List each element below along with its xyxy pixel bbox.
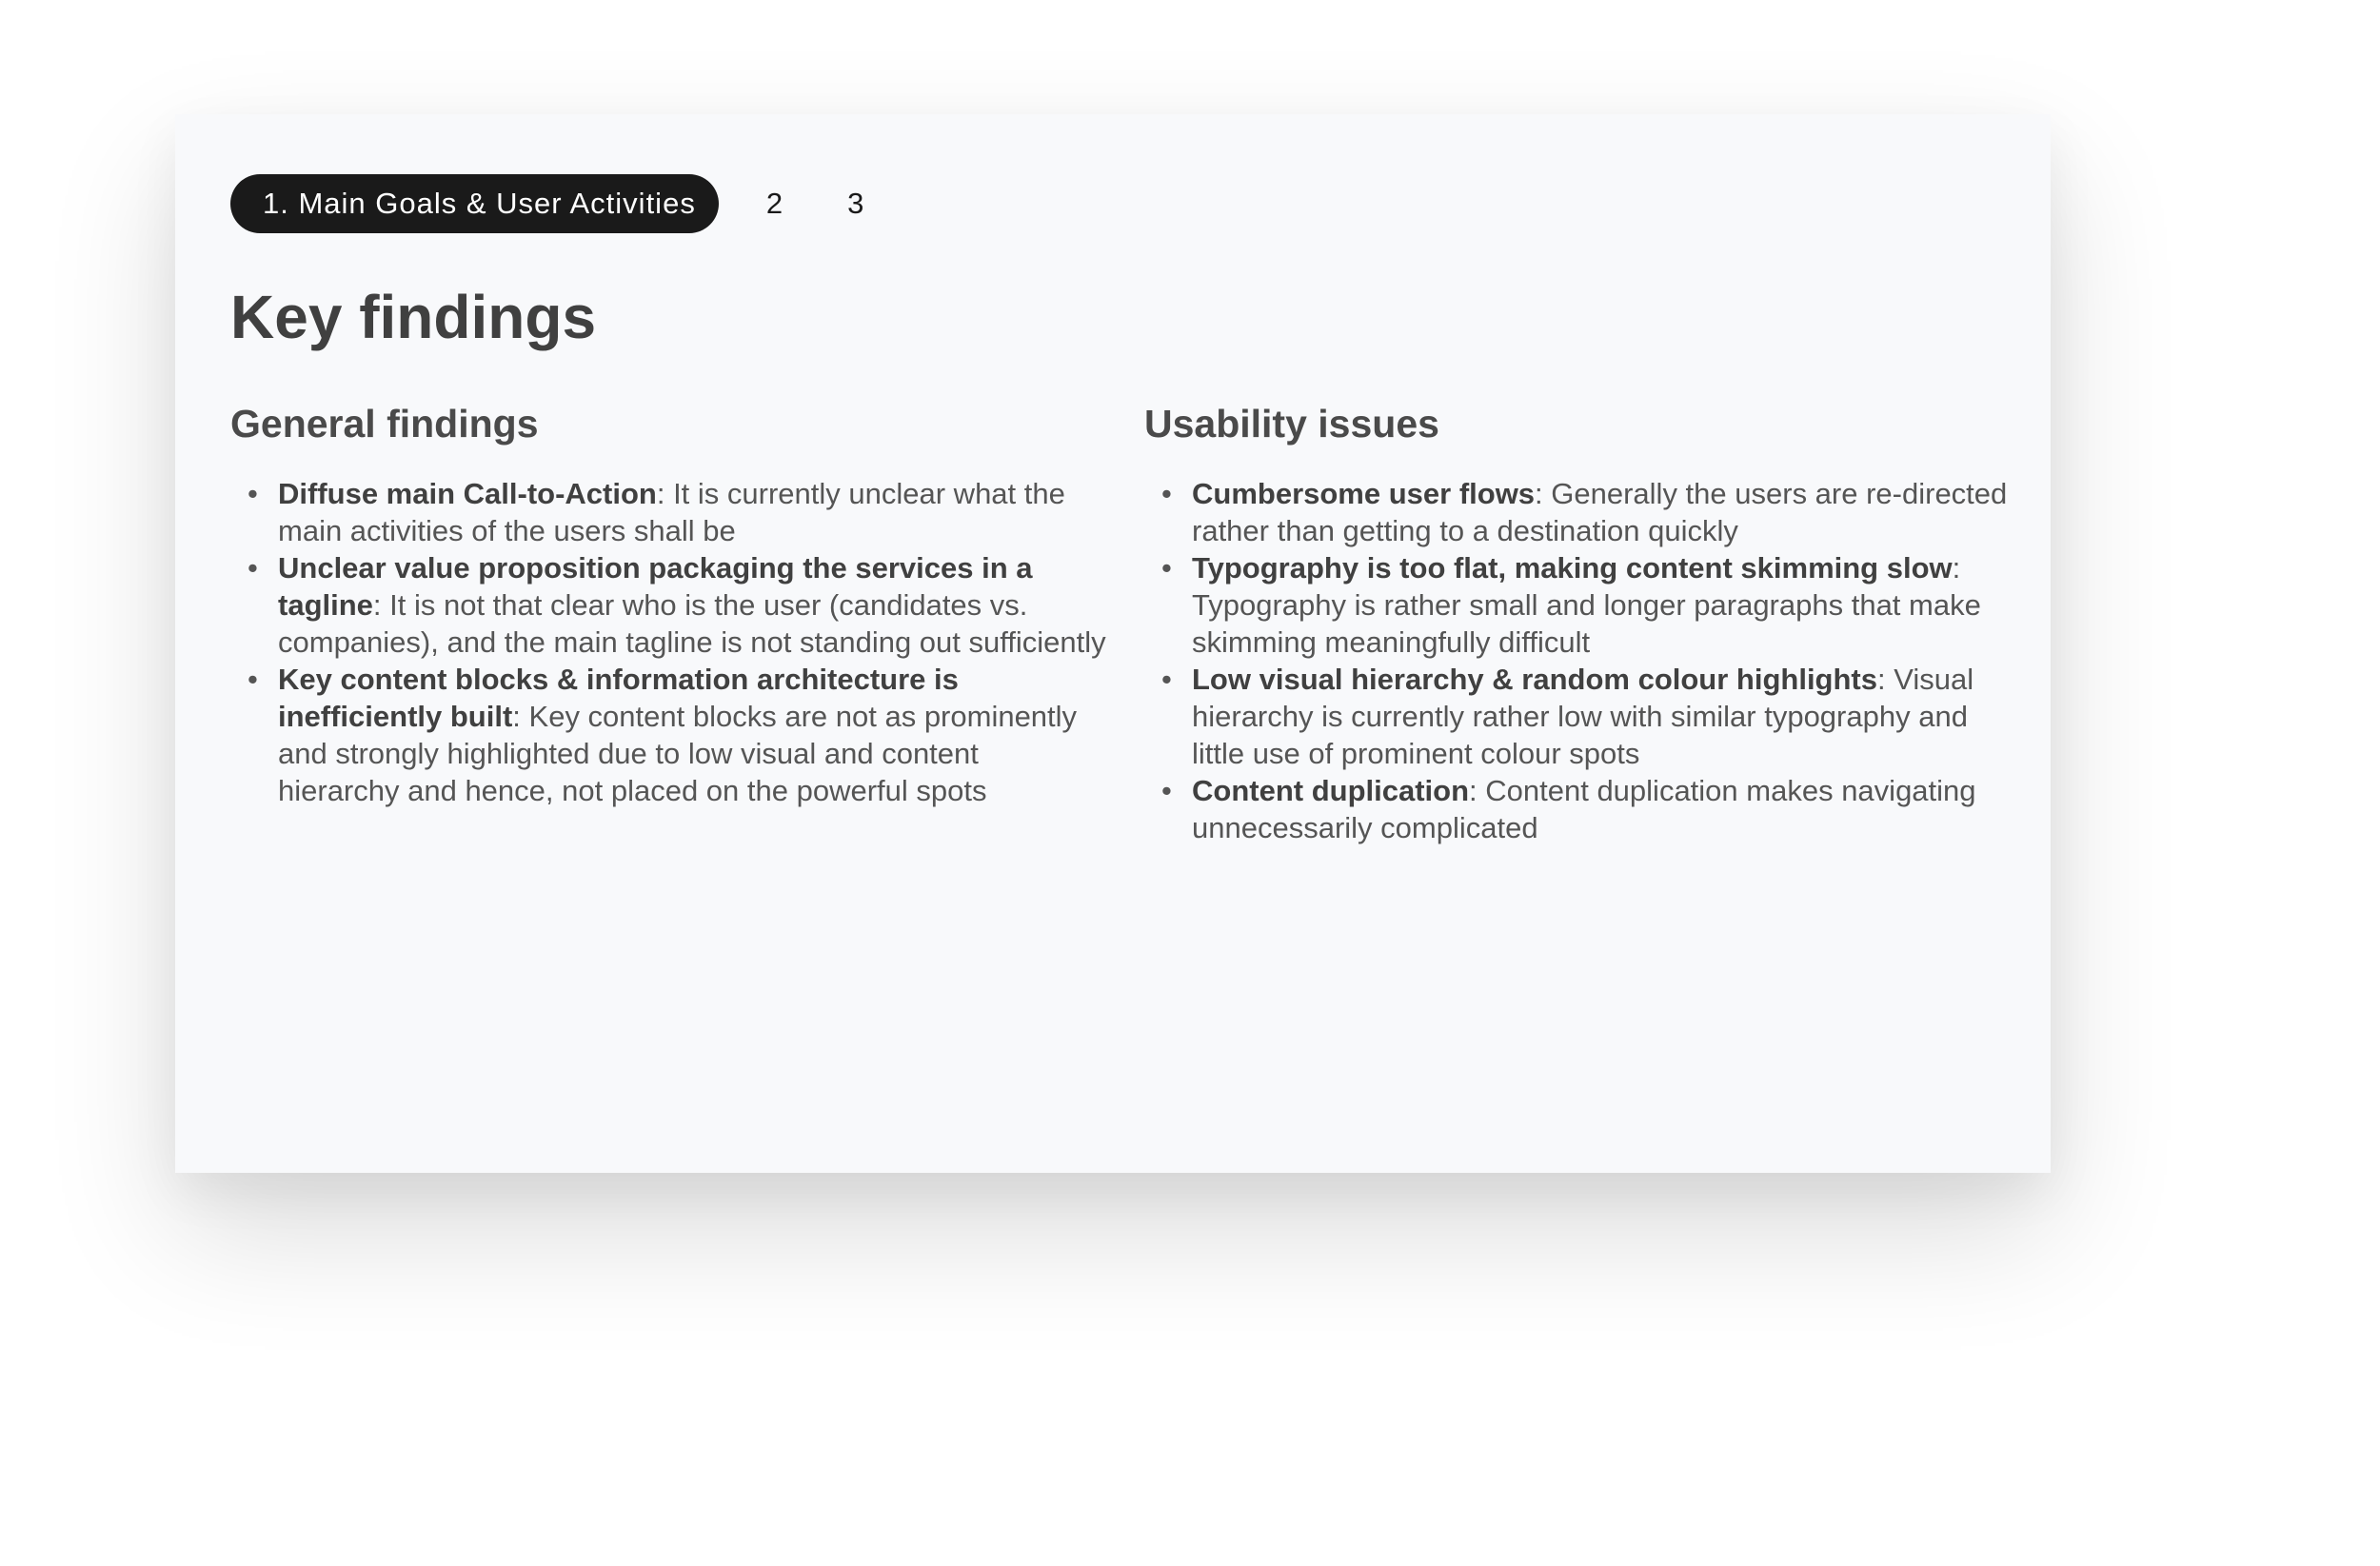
tab-main-goals[interactable]: 1. Main Goals & User Activities bbox=[230, 174, 719, 233]
general-findings-list bbox=[230, 475, 1106, 809]
bullet-icon: • bbox=[1161, 663, 1172, 696]
bullet-icon: • bbox=[248, 663, 258, 696]
list-item bbox=[1161, 549, 2020, 661]
issue-text: : Typography is rather small and longer paragraphs that make skimming meaningfully difficult bbox=[1192, 551, 1981, 659]
general-findings-column bbox=[230, 402, 1106, 809]
page-title: Key findings bbox=[230, 283, 597, 351]
bullet-icon: • bbox=[1161, 477, 1172, 510]
list-item bbox=[248, 549, 1106, 661]
findings-card bbox=[175, 114, 2051, 1173]
issue-title: Cumbersome user flows bbox=[1192, 477, 1536, 510]
finding-title: Diffuse main Call-to-Action bbox=[278, 477, 657, 510]
finding-text: : It is not that clear who is the user (candidates vs. companies), and the main tagline is not standing out sufficiently bbox=[278, 588, 1106, 659]
list-item bbox=[248, 475, 1106, 549]
section-tabs bbox=[230, 174, 863, 233]
usability-issues-heading: Usability issues bbox=[1144, 402, 1439, 446]
issue-text: : Visual hierarchy is currently rather low with similar typography and little use of prominent colour spots bbox=[1192, 663, 1974, 770]
finding-text: : Key content blocks are not as prominently and strongly highlighted due to low visual and content hierarchy and hence, not placed on the powerful spots bbox=[278, 700, 1078, 807]
issue-title: Low visual hierarchy & random colour highlights bbox=[1192, 663, 1877, 696]
finding-text: : It is currently unclear what the main activities of the users shall be bbox=[278, 477, 1065, 547]
issue-title: Typography is too flat, making content skimming slow bbox=[1192, 551, 1953, 585]
bullet-icon: • bbox=[1161, 551, 1172, 585]
finding-title: Unclear value proposition packaging the services in a tagline bbox=[278, 551, 1033, 622]
list-item bbox=[1161, 475, 2020, 549]
tab-3[interactable]: 3 bbox=[847, 187, 864, 220]
list-item bbox=[248, 661, 1106, 809]
general-findings-heading: General findings bbox=[230, 402, 539, 446]
bullet-icon: • bbox=[248, 477, 258, 510]
list-item bbox=[1161, 661, 2020, 772]
list-item bbox=[1161, 772, 2020, 846]
issue-title: Content duplication bbox=[1192, 774, 1470, 807]
tab-2[interactable]: 2 bbox=[765, 187, 783, 220]
usability-issues-column bbox=[1144, 402, 2020, 846]
finding-title: Key content blocks & information architecture is inefficiently built bbox=[278, 663, 959, 733]
issue-text: : Content duplication makes navigating unnecessarily complicated bbox=[1192, 774, 1976, 844]
bullet-icon: • bbox=[248, 551, 258, 585]
issue-text: : Generally the users are re-directed rather than getting to a destination quickly bbox=[1192, 477, 2008, 547]
bullet-icon: • bbox=[1161, 774, 1172, 807]
usability-issues-list bbox=[1144, 475, 2020, 846]
